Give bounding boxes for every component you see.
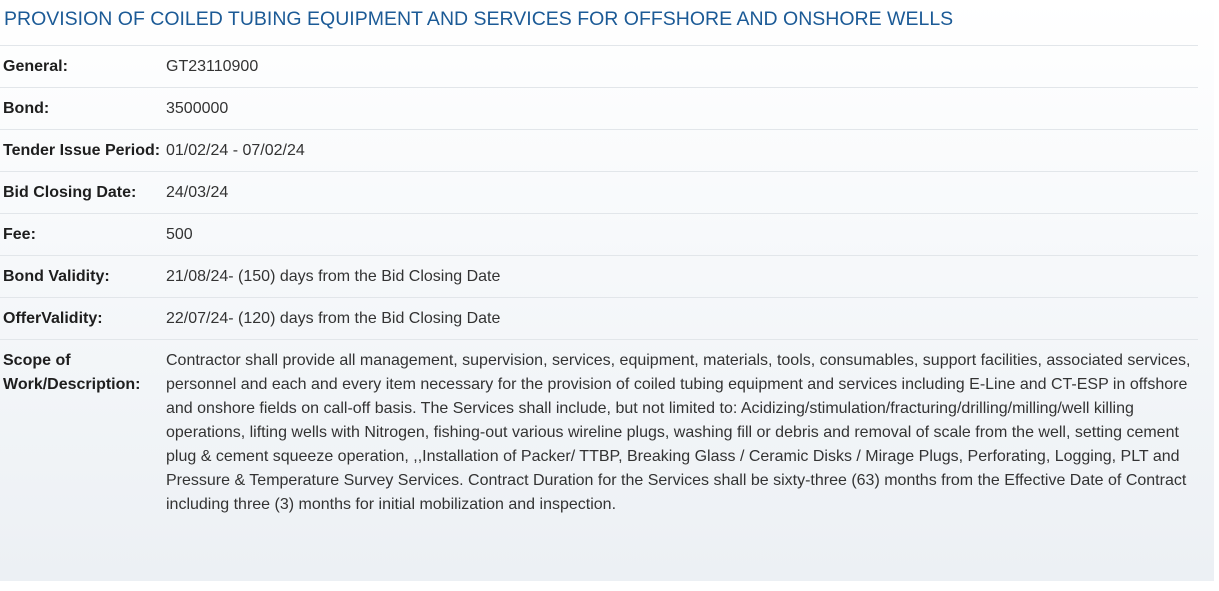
general-value: GT23110900 [166,58,259,75]
row-bond [0,88,1198,130]
bond-validity-value: 21/08/24- (150) days from the Bid Closing Date [166,268,501,285]
fee-value: 500 [166,226,193,243]
offer-validity-value: 22/07/24- (120) days from the Bid Closing Date [166,310,501,327]
row-offer-validity [0,298,1198,340]
scope-of-work-value: Contractor shall provide all management, supervision, services, equipment, materials, tools, consumables, support facilities, associated services, personnel and each and every item necessary for the provision of coiled tubing equipment and services including E-Line and CT-ESP in offshore and onshore fields on call-off basis. The Services shall include, but not limited to: Acidizing/stimulation/fracturing/drilling/milling/well killing operations, lifting wells with Nitrogen, fishing-out various wireline plugs, washing fill or debris and removal of scale from the well, setting cement plug & cement squeeze operation, ,,Installation of Packer/ TTBP, Breaking Glass / Ceramic Disks / Mirage Plugs, Perforating, Logging, PLT and Pressure & Temperature Survey Services. Contract Duration for the Services shall be sixty-three (63) months from the Effective Date of Contract including three (3) months for initial mobilization and inspection. [166,352,1191,513]
row-scope-of-work [0,340,1198,526]
offer-validity-label: OfferValidity: [3,310,103,327]
bond-label: Bond: [3,100,50,117]
bond-value: 3500000 [166,100,229,117]
bond-validity-label: Bond Validity: [3,268,110,285]
bid-closing-date-label: Bid Closing Date: [3,184,137,201]
tender-title: PROVISION OF COILED TUBING EQUIPMENT AND SERVICES FOR OFFSHORE AND ONSHORE WELLS [4,8,954,30]
tender-issue-period-label: Tender Issue Period: [3,142,161,159]
row-bond-validity [0,256,1198,298]
tender-details-table [0,45,1198,525]
row-tender-issue-period [0,130,1198,172]
tender-issue-period-value: 01/02/24 - 07/02/24 [166,142,305,159]
general-label: General: [3,58,68,75]
bid-closing-date-value: 24/03/24 [166,184,229,201]
row-general [0,46,1198,88]
row-bid-closing-date [0,172,1198,214]
scope-of-work-label: Scope of Work/Description: [3,352,141,393]
row-fee [0,214,1198,256]
fee-label: Fee: [3,226,36,243]
